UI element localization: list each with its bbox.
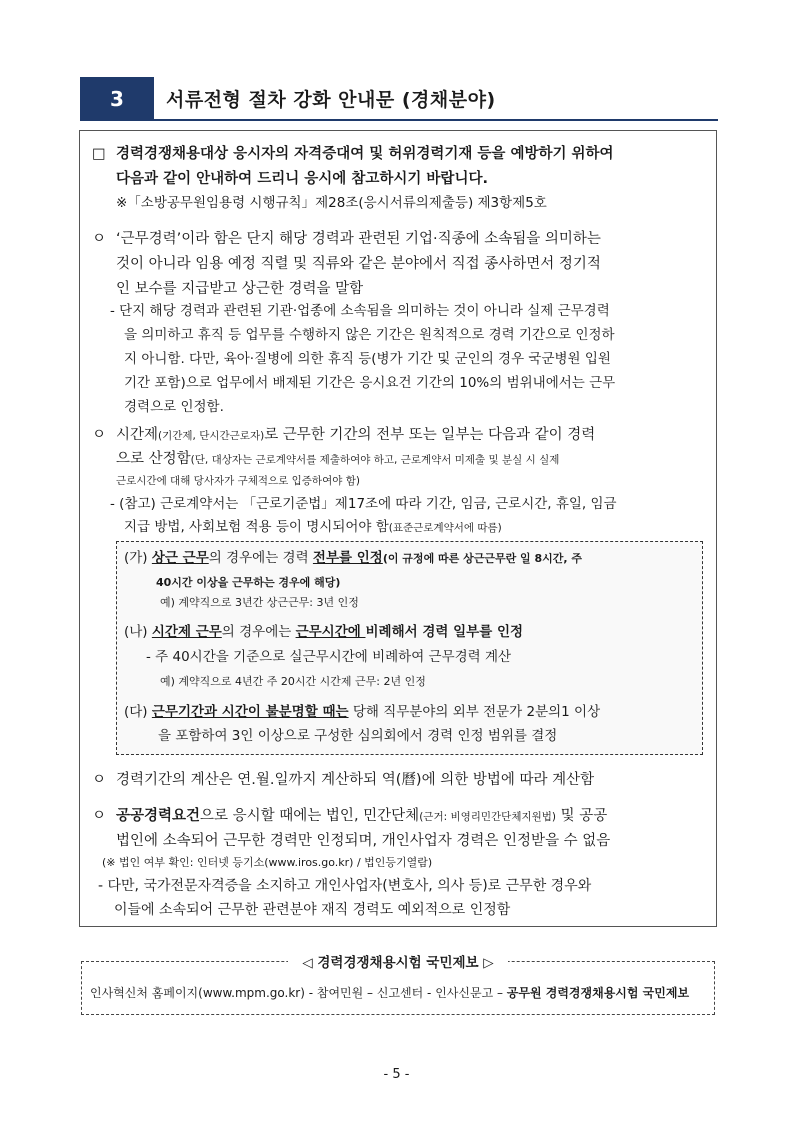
section2-line-1 (116, 422, 595, 449)
section2-sub-2 (124, 515, 502, 541)
section4-line-2: 법인에 소속되어 근무한 경력만 인정되며, 개인사업자 경력은 인정받을 수 없음 (116, 833, 611, 849)
section2-term: 시간제 (116, 427, 159, 443)
public-report-path-bold: 공무원 경력경쟁채용시험 국민제보 (506, 986, 690, 1000)
section1-marker: ㅇ (92, 231, 107, 247)
section4-sub-1: - 다만, 국가전문자격증을 소지하고 개인사업자(변호사, 의사 등)로 근무한 경우와 (98, 878, 592, 894)
section1-sub-5: 경력으로 인정함. (124, 399, 224, 415)
section2-line-1-rest: 로 근무한 기간의 전부 또는 일부는 다음과 같이 경력 (264, 427, 596, 443)
rule-ga-note: (이 규정에 따른 상근근무란 일 8시간, 주 (382, 552, 583, 565)
header-divider (154, 119, 718, 121)
rule-ga-text: 의 경우에는 경력 (208, 550, 313, 566)
rule-ga-term: 상근 근무 (151, 550, 209, 566)
intro-marker: □ (92, 146, 106, 162)
public-report-title: ◁ 경력경쟁채용시험 국민제보 ▷ (82, 951, 714, 971)
rule-ga-example: 예) 계약직으로 3년간 상근근무: 3년 인정 (160, 596, 359, 609)
section2-line-2-note: (단, 대상자는 근로계약서를 제출하여야 하고, 근로계약서 미제출 및 분실 시 실제 (190, 454, 560, 466)
rule-da (124, 700, 600, 725)
section4-sub-2: 이들에 소속되어 근무한 관련분야 재직 경력도 예외적으로 인정함 (114, 902, 511, 918)
section4-note: (※ 법인 여부 확인: 인터넷 등기소(www.iros.go.kr) / 법인등기열람) (102, 856, 433, 869)
public-report-path (90, 984, 689, 1001)
section2-sub-2-note: (표준근로계약서에 따름) (388, 522, 502, 534)
public-report-box (81, 955, 715, 1015)
section1-sub-3: 지 아니함. 다만, 육아·질병에 의한 휴직 등(병가 기간 및 군인의 경우 국군병원 입원 (124, 351, 611, 367)
rule-ga-line-2: 40시간 이상을 근무하는 경우에 해당) (156, 576, 341, 589)
intro-line-1: 경력경쟁채용대상 응시자의 자격증대여 및 허위경력기재 등을 예방하기 위하여 (116, 146, 614, 162)
section1-line-3: 인 보수를 지급받고 상근한 경력을 말함 (116, 281, 364, 297)
section-number: 3 (80, 77, 154, 121)
intro-reference: ※「소방공무원임용령 시행규칙」제28조(응시서류의제출등) 제3항제5호 (116, 195, 547, 211)
rule-na (124, 620, 523, 645)
rule-da-text: 당해 직무분야의 외부 전문가 2분의1 이상 (348, 704, 601, 720)
section3-marker: ㅇ (92, 772, 107, 788)
section1-line-2: 것이 아니라 임용 예정 직렬 및 직류와 같은 분야에서 직접 종사하면서 정기적 (116, 256, 601, 272)
rule-na-text: 의 경우에는 (221, 624, 296, 640)
rule-da-term: 근무기간과 시간이 불분명할 때는 (151, 704, 349, 720)
section1-sub-1: - 단지 해당 경력과 관련된 기관·업종에 소속됨을 의미하는 것이 아니라 실제 근무경력 (110, 303, 610, 319)
rule-na-label: (나) (124, 624, 148, 640)
rule-ga (124, 546, 582, 571)
section4-marker: ㅇ (92, 808, 107, 824)
intro-line-2: 다음과 같이 안내하여 드리니 응시에 참고하시기 바랍니다. (116, 171, 488, 187)
section2-sub-1: - (참고) 근로계약서는 「근로기준법」제17조에 따라 기간, 임금, 근로시간, 휴일, 임금 (110, 496, 617, 512)
section2-sub-2-main: 지급 방법, 사회보험 적용 등이 명시되어야 함 (124, 519, 389, 535)
section4-text: 으로 응시할 때에는 법인, 민간단체 (200, 808, 420, 824)
section-header (80, 77, 718, 121)
rule-da-label: (다) (124, 704, 148, 720)
section2-marker: ㅇ (92, 427, 107, 443)
public-report-path-text: 인사혁신처 홈페이지(www.mpm.go.kr) - 참여민원 – 신고센터 - 인사신문고 – (90, 986, 507, 1000)
rule-ga-label: (가) (124, 550, 148, 566)
section4-line-1 (116, 803, 607, 830)
rule-na-term: 시간제 근무 (151, 624, 222, 640)
section4-text-end: 및 공공 (556, 808, 608, 824)
section4-basis: (근거: 비영리민간단체지원법) (419, 811, 556, 823)
rule-na-highlight-1: 근무시간에 (295, 624, 366, 640)
section1-line-1: ‘근무경력’이라 함은 단지 해당 경력과 관련된 기업·직종에 소속됨을 의미하는 (116, 231, 601, 247)
section3-line-1: 경력기간의 계산은 연.월.일까지 계산하되 역(曆)에 의한 방법에 따라 계산함 (116, 772, 595, 788)
page-number: - 5 - (383, 1067, 410, 1082)
rule-na-example: 예) 계약직으로 4년간 주 20시간 시간제 근무: 2년 인정 (160, 675, 426, 688)
rule-na-highlight-2: 비례해서 경력 일부를 인정 (365, 624, 524, 640)
section2-term-note: (기간제, 단시간근로자) (158, 430, 265, 442)
rule-ga-highlight: 전부를 인정 (312, 550, 383, 566)
section1-sub-2: 을 의미하고 휴직 등 업무를 수행하지 않은 기간은 원칙적으로 경력 기간으로 인정하 (124, 327, 615, 343)
section2-line-3: 근로시간에 대해 당사자가 구체적으로 입증하여야 함) (116, 475, 360, 487)
section4-term: 공공경력요건 (116, 808, 201, 824)
section2-line-2-main: 으로 산정함 (116, 451, 191, 467)
page-title: 서류전형 절차 강화 안내문 (경채분야) (166, 89, 496, 111)
rule-da-line-2: 을 포함하여 3인 이상으로 구성한 심의회에서 경력 인정 범위를 결정 (158, 728, 558, 744)
section1-sub-4: 기간 포함)으로 업무에서 배제된 기간은 응시요건 기간의 10%의 범위내에서는 근무 (124, 375, 616, 391)
rule-na-sub: - 주 40시간을 기준으로 실근무시간에 비례하여 근무경력 계산 (146, 649, 512, 665)
